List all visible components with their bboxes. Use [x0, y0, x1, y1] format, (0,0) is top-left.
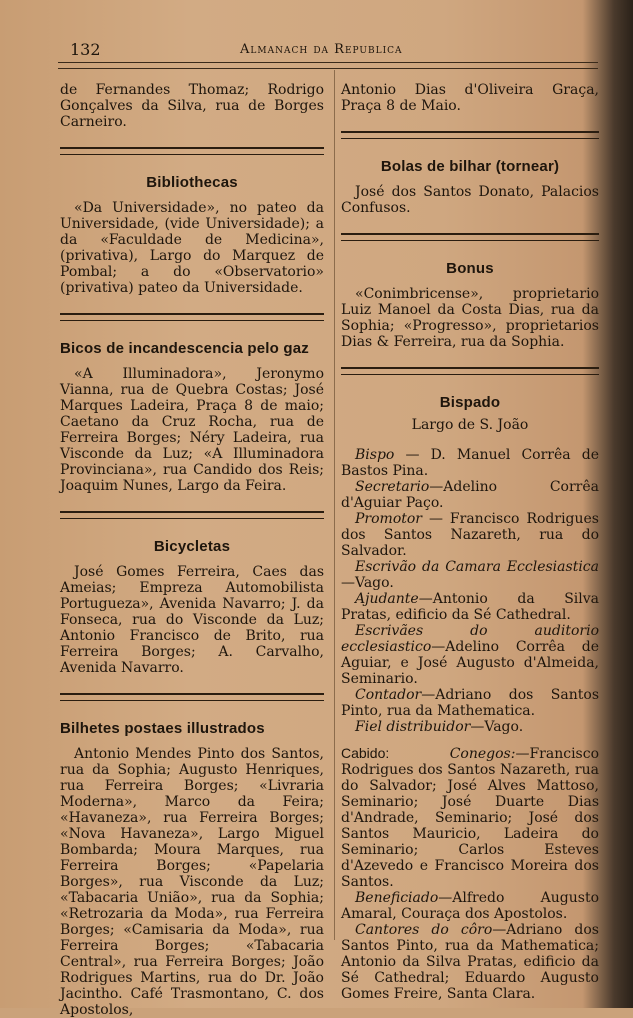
- section-divider: [341, 367, 599, 375]
- heading-bibliothecas: Bibliothecas: [146, 174, 238, 191]
- bispado-entry: [341, 447, 599, 479]
- bispado-entry: [341, 719, 599, 735]
- section-divider: [60, 313, 324, 321]
- cabido-label: Cabido:: [341, 745, 390, 761]
- running-title: Almanach da Republica: [240, 42, 403, 57]
- right-column: [341, 70, 599, 1002]
- entry-label: Escrivão da Camara Ecclesiastica: [355, 559, 599, 575]
- entry-label: Promotor: [355, 511, 422, 527]
- heading-bolas: Bolas de bilhar (tornear): [380, 158, 560, 175]
- heading-bispado: Bispado: [439, 394, 501, 411]
- bilhetes-text: Antonio Mendes Pinto dos Santos, rua da Sophia; Augusto Henriques, rua Ferreira Borges; «Livraria Moderna», Marco da Feira; «Havaneza», rua Ferreira Borges; «Nova Havaneza», Largo Miguel Bombarda; Moura Marques, rua Ferreira Borges; «Papelaria Borges», rua Visconde da Luz; «Tabacaria União», rua da Sophia; «Retrozaria da Moda», rua Ferreira Borges; «Camisaria da Moda», rua Ferreira Borges; «Tabacaria Central», rua Ferreira Borges; João Rodrigues Martins, rua do Dr. João Jacintho. Café Trasmontano, C. dos Apostolos,: [60, 746, 324, 1018]
- section-divider: [60, 147, 324, 155]
- heading-bilhetes: Bilhetes postaes illustrados: [60, 720, 265, 737]
- beneficiado-text: —Alfredo Augusto Amaral, Couraça dos Apostolos.: [341, 890, 599, 922]
- entry-text: —Vago.: [341, 575, 394, 591]
- bispado-entry: [341, 623, 599, 687]
- header-rule: [58, 62, 598, 69]
- entry-label: Escrivães do auditorio ecclesiastico: [341, 623, 599, 655]
- bicos-text: «A Illuminadora», Jeronymo Vianna, rua de Quebra Costas; José Marques Ladeira, Praça 8 de maio; Caetano da Cruz Rocha, rua de Ferreira Borges; Néry Ladeira, rua Visconde da Luz; «A Illuminadora Provinciana», rua Candido dos Reis; Joaquim Nunes, Largo da Feira.: [60, 366, 324, 494]
- entry-label: Bispo: [355, 447, 395, 463]
- section-divider: [60, 693, 324, 701]
- page-number: 132: [70, 40, 101, 59]
- bonus-text: «Conimbricense», proprietario Luiz Manoel da Costa Dias, rua da Sophia; «Progresso», proprietarios Dias & Ferreira, rua da Sophia.: [341, 286, 599, 350]
- bispado-entry: [341, 479, 599, 511]
- entry-text: — D. Manuel Corrêa de Bastos Pina.: [341, 447, 599, 479]
- left-column: [60, 70, 324, 1018]
- entry-text: —Adelino Corrêa de Aguiar, e José Augusto d'Almeida, Seminario.: [341, 639, 599, 687]
- entry-text: —Adriano dos Santos Pinto, rua da Mathematica.: [341, 687, 599, 719]
- section-divider: [341, 131, 599, 139]
- running-header: [0, 40, 610, 64]
- column-divider: [334, 70, 335, 940]
- heading-bonus: Bonus: [446, 260, 494, 277]
- bispado-entry: [341, 687, 599, 719]
- bolas-text: José dos Santos Donato, Palacios Confusos.: [341, 184, 599, 216]
- continuation-text: de Fernandes Thomaz; Rodrigo Gonçalves da Silva, rua de Borges Carneiro.: [60, 82, 324, 130]
- entry-label: Secretario: [355, 479, 430, 495]
- cantores-paragraph: [341, 922, 599, 1002]
- bispado-entry: [341, 511, 599, 559]
- entry-text: — Francisco Rodrigues dos Santos Nazareth, rua do Salvador.: [341, 511, 599, 559]
- heading-bicos: Bicos de incandescencia pelo gaz: [60, 340, 309, 357]
- entry-text: —Vago.: [470, 719, 524, 735]
- section-divider: [60, 511, 324, 519]
- entry-text: —Antonio da Silva Pratas, edificio da Sé Cathedral.: [341, 591, 599, 623]
- section-divider: [341, 233, 599, 241]
- entry-label: Ajudante: [355, 591, 419, 607]
- beneficiado-paragraph: [341, 890, 599, 922]
- continuation-text-right: Antonio Dias d'Oliveira Graça, Praça 8 de Maio.: [341, 82, 599, 114]
- bibliothecas-text: «Da Universidade», no pateo da Universidade, (vide Universidade); a da «Faculdade de Medicina», (privativa), Largo do Marquez de Pombal; a do «Observatorio» (privativa) pateo da Universidade.: [60, 200, 324, 296]
- conegos-label: Conegos:: [449, 746, 516, 762]
- bispado-subtitle: Largo de S. João: [411, 417, 529, 433]
- entry-label: Fiel distribuidor: [355, 719, 471, 735]
- bispado-entries: [341, 447, 599, 735]
- entry-text: —Adelino Corrêa d'Aguiar Paço.: [341, 479, 599, 511]
- cantores-text: —Adriano dos Santos Pinto, rua da Mathematica; Antonio da Silva Pratas, edificio da Sé Cathedral; Eduardo Augusto Gomes Freire, Santa Clara.: [341, 922, 599, 1002]
- entry-label: Contador: [355, 687, 422, 703]
- cabido-paragraph: [341, 745, 599, 890]
- bispado-entry: [341, 591, 599, 623]
- cantores-label: Cantores do côro: [355, 922, 493, 938]
- heading-bicycletas: Bicycletas: [153, 538, 231, 555]
- bispado-entry: [341, 559, 599, 591]
- bicycletas-text: José Gomes Ferreira, Caes das Ameias; Empreza Automobilista Portugueza», Avenida Navarro; J. da Fonseca, rua do Visconde da Luz; Antonio Francisco de Brito, rua Ferreira Borges; A. Carvalho, Avenida Navarro.: [60, 564, 324, 676]
- beneficiado-label: Beneficiado: [355, 890, 439, 906]
- conegos-text: —Francisco Rodrigues dos Santos Nazareth, rua do Salvador; José Alves Mattoso, Seminario; José Duarte Dias d'Andrade, Seminario; José dos Santos Mauricio, Ladeira do Seminario; Carlos Esteves d'Azevedo e Francisco Moreira dos Santos.: [341, 746, 599, 890]
